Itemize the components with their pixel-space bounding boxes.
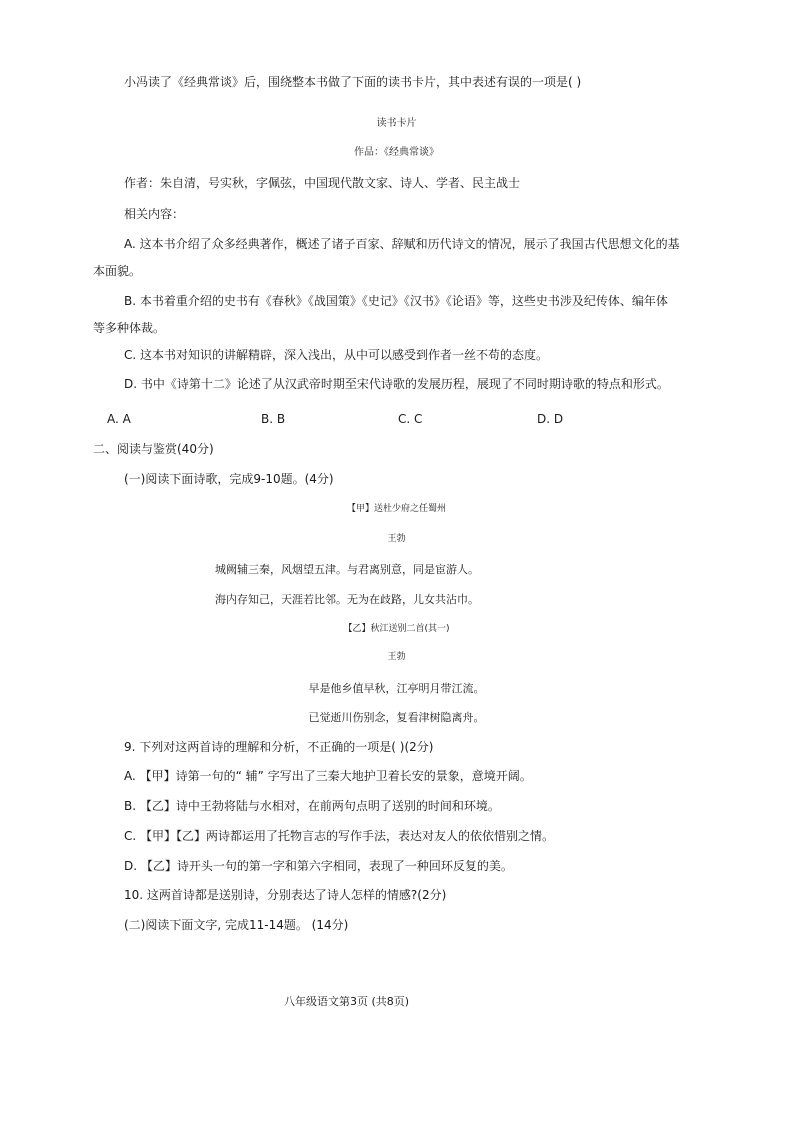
card-title: 读书卡片	[376, 118, 417, 129]
question10-stem: 10. 这两首诗都是送别诗，分别表达了诗人怎样的情感?(2分)	[124, 888, 447, 902]
part1-intro: (一)阅读下面诗歌，完成9-10题。(4分)	[124, 472, 334, 486]
poem-jia-author: 王勃	[387, 534, 406, 544]
poem-yi-title: 【乙】秋江送别二首(其一)	[343, 624, 450, 634]
poem-yi-line1: 早是他乡值早秋，江亭明月带江流。	[308, 682, 485, 695]
question9-option-d: D. 【乙】诗开头一句的第一字和第六字相同，表现了一种回环反复的美。	[124, 859, 513, 873]
answer-d: D. D	[537, 412, 564, 426]
option-b-line1: B. 本书着重介绍的史书有《春秋》《战国策》《史记》《汉书》《论语》等，这些史书涉及纪传体、编年体	[124, 294, 668, 308]
answer-c: C. C	[398, 412, 423, 426]
option-a-line1: A. 这本书介绍了众多经典著作，概述了诸子百家、辞赋和历代诗文的情况，展示了我国古代思想文化的基	[124, 237, 680, 251]
card-author: 作者：朱自清，号实秋，字佩弦，中国现代散文家、诗人、学者、民主战士	[124, 176, 521, 190]
card-work: 作品：《经典常谈》	[354, 147, 439, 158]
poem-yi-line2: 已觉逝川伤别念，复看津树隐离舟。	[308, 711, 485, 724]
poem-jia-line1: 城阙辅三秦，风烟望五津。与君离别意，同是宦游人。	[215, 563, 479, 576]
poem-jia-title: 【甲】送杜少府之任蜀州	[346, 504, 446, 514]
part2-intro: (二)阅读下面文字, 完成11-14题。 (14分)	[124, 918, 349, 932]
page-footer: 八年级语文第3页 (共8页)	[284, 995, 410, 1008]
option-b-line2: 等多种体裁。	[93, 321, 166, 335]
question8-stem: 小冯读了《经典常谈》后，围绕整本书做了下面的读书卡片，其中表述有误的一项是( )	[124, 75, 582, 89]
question9-option-c: C. 【甲】【乙】两诗都运用了托物言志的写作手法，表达对友人的依依惜别之情。	[124, 829, 555, 843]
question9-stem: 9. 下列对这两首诗的理解和分析，不正确的一项是( )(2分)	[124, 740, 434, 754]
question9-option-b: B. 【乙】诗中王勃将陆与水相对，在前两句点明了送别的时间和环境。	[124, 799, 500, 813]
option-a-line2: 本面貌。	[93, 264, 142, 278]
option-d: D. 书中《诗第十二》论述了从汉武帝时期至宋代诗歌的发展历程，展现了不同时期诗歌的特点和形式。	[124, 377, 669, 391]
card-content-label: 相关内容：	[124, 207, 185, 221]
answer-a: A. A	[107, 412, 131, 426]
poem-yi-author: 王勃	[387, 652, 406, 662]
poem-jia-line2: 海内存知己，天涯若比邻。无为在歧路，儿女共沾巾。	[215, 593, 479, 606]
question9-option-a: A. 【甲】诗第一句的“ 辅” 字写出了三秦大地护卫着长安的景象，意境开阔。	[124, 769, 532, 783]
option-c: C. 这本书对知识的讲解精辟，深入浅出，从中可以感受到作者一丝不苟的态度。	[124, 348, 549, 362]
section2-heading: 二、阅读与鉴赏(40分)	[93, 442, 214, 456]
answer-b: B. B	[261, 412, 286, 426]
